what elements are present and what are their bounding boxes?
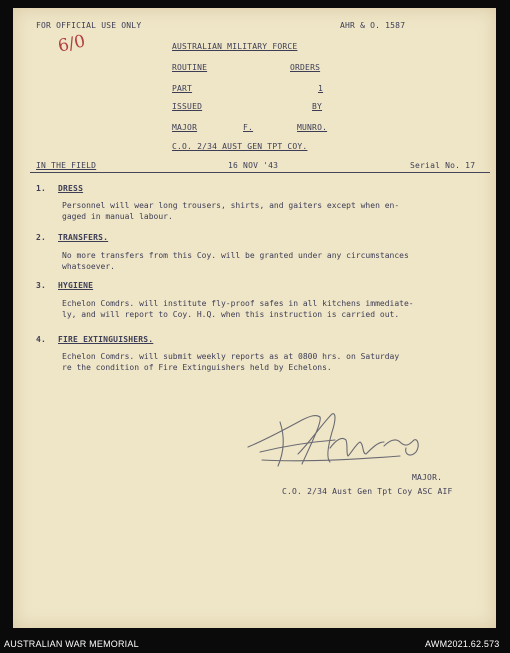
pencil-annotation: 6/0 <box>56 31 88 57</box>
signatory-rank: MAJOR. <box>412 473 443 482</box>
item-number: 4. <box>36 335 47 344</box>
initial-label: F. <box>243 123 254 132</box>
by-label: BY <box>312 102 323 111</box>
officer-name: MUNRO. <box>297 123 328 132</box>
archive-name: AUSTRALIAN WAR MEMORIAL <box>4 639 139 649</box>
item-body: Personnel will wear long trousers, shirts, and gaiters except when en- gaged in manual labour. <box>62 201 400 221</box>
unit-line: C.O. 2/34 AUST GEN TPT COY. <box>172 142 308 151</box>
item-number: 1. <box>36 184 47 193</box>
major-label: MAJOR <box>172 123 198 132</box>
form-number: AHR & O. 1587 <box>340 21 406 30</box>
part-label: PART <box>172 84 193 93</box>
issued-label: ISSUED <box>172 102 203 111</box>
serial-number: Serial No. 17 <box>410 161 476 170</box>
handwritten-signature <box>240 402 425 474</box>
date-label: 16 NOV '43 <box>228 161 279 170</box>
place-label: IN THE FIELD <box>36 161 97 170</box>
classification-label: FOR OFFICIAL USE ONLY <box>36 21 142 30</box>
item-heading: FIRE EXTINGUISHERS. <box>58 335 154 344</box>
org-title: AUSTRALIAN MILITARY FORCE <box>172 42 298 51</box>
item-body: No more transfers from this Coy. will be granted under any circumstances whatsoever. <box>62 251 409 271</box>
item-heading: HYGIENE <box>58 281 94 290</box>
item-number: 2. <box>36 233 47 242</box>
item-heading: DRESS <box>58 184 84 193</box>
routine-label: ROUTINE <box>172 63 208 72</box>
divider-line <box>30 172 490 173</box>
signatory-unit: C.O. 2/34 Aust Gen Tpt Coy ASC AIF <box>282 487 453 496</box>
item-body: Echelon Comdrs. will submit weekly reports as at 0800 hrs. on Saturday re the condition of Fire Extinguishers held by Echelons. <box>62 352 400 372</box>
item-heading: TRANSFERS. <box>58 233 109 242</box>
part-number: 1 <box>318 84 324 93</box>
orders-label: ORDERS <box>290 63 321 72</box>
accession-number: AWM2021.62.573 <box>425 639 500 649</box>
item-number: 3. <box>36 281 47 290</box>
item-body: Echelon Comdrs. will institute fly-proof safes in all kitchens immediate- ly, and will report to Coy. H.Q. when this instruction is carried out. <box>62 299 414 319</box>
